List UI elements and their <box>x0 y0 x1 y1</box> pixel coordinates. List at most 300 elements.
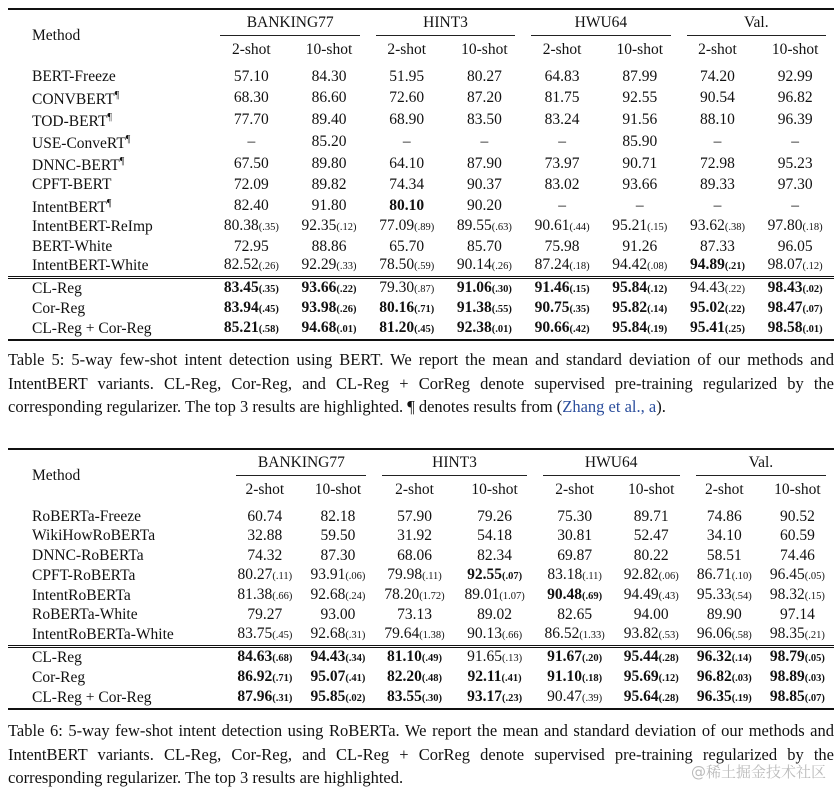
method-cell: BERT-White <box>32 237 113 255</box>
mean-value: 86.92 <box>237 668 273 685</box>
value-cell <box>446 153 524 175</box>
dataset-header: BANKING77 <box>228 449 374 477</box>
std-value: (.01) <box>491 324 512 336</box>
mean-value: 79.64 <box>384 625 420 642</box>
mean-value: 96.35 <box>696 688 732 705</box>
mean-value: – <box>480 132 489 150</box>
value-cell <box>523 109 601 131</box>
mean-value: 77.09 <box>379 216 415 234</box>
mean-value: 80.22 <box>633 546 669 564</box>
value-cell <box>212 319 290 340</box>
value-cell <box>535 502 615 527</box>
mean-value: 75.98 <box>544 237 580 255</box>
value-cell <box>212 175 290 195</box>
value-cell <box>523 62 601 87</box>
value-cell <box>535 625 615 647</box>
value-cell <box>212 299 290 319</box>
value-cell <box>601 195 679 217</box>
table-row <box>8 237 834 257</box>
value-cell <box>446 175 524 195</box>
value-cell <box>290 319 368 340</box>
std-value: (.39) <box>582 693 603 704</box>
value-cell <box>523 131 601 153</box>
value-cell <box>368 131 446 153</box>
mean-value: 74.32 <box>247 546 283 564</box>
mean-value: 31.92 <box>397 527 432 545</box>
mean-value: 60.59 <box>779 527 815 545</box>
std-value: (.01) <box>336 324 357 336</box>
mean-value: 90.20 <box>466 196 502 214</box>
mean-value: 79.30 <box>379 279 415 297</box>
std-value: (.15) <box>804 590 825 602</box>
value-cell <box>523 299 601 319</box>
std-value: (.31) <box>345 630 366 641</box>
value-cell <box>756 237 834 257</box>
mean-value: 83.75 <box>237 625 273 642</box>
std-value: (.01) <box>802 324 823 336</box>
value-cell <box>535 647 615 669</box>
mean-value: 92.99 <box>777 67 813 85</box>
mean-value: 74.46 <box>779 546 815 564</box>
std-value: (.07) <box>804 693 825 704</box>
mean-value: 89.55 <box>456 216 492 234</box>
value-cell <box>301 647 374 669</box>
mean-value: 52.47 <box>633 527 669 545</box>
mean-value: 80.10 <box>389 196 425 214</box>
table-6 <box>8 448 834 710</box>
value-cell <box>756 153 834 175</box>
shot-header: 2-shot <box>245 481 285 498</box>
value-cell <box>679 87 757 109</box>
mean-value: 89.71 <box>633 507 669 525</box>
mean-value: 59.50 <box>320 527 356 545</box>
value-cell <box>535 586 615 606</box>
value-cell <box>301 668 374 688</box>
value-cell <box>374 625 454 647</box>
method-cell: IntentBERT-ReImp <box>32 217 153 235</box>
mean-value: 98.43 <box>767 279 803 297</box>
std-value: (.11) <box>422 570 442 582</box>
value-cell <box>679 62 757 87</box>
mean-value: 80.27 <box>466 67 502 85</box>
mean-value: 68.30 <box>233 88 269 106</box>
value-cell <box>601 299 679 319</box>
value-cell <box>615 625 688 647</box>
mean-value: 90.75 <box>534 299 570 317</box>
mean-value: – <box>402 132 411 150</box>
value-cell <box>688 688 761 709</box>
mean-value: 93.82 <box>623 625 659 642</box>
mean-value: – <box>791 196 800 214</box>
value-cell <box>446 62 524 87</box>
value-cell <box>601 131 679 153</box>
value-cell <box>761 606 834 626</box>
method-cell: TOD-BERT¶ <box>32 111 112 130</box>
value-cell <box>228 688 301 709</box>
mean-value: 89.02 <box>477 606 513 624</box>
mean-value: 93.98 <box>301 299 337 317</box>
mean-value: 96.82 <box>777 88 813 106</box>
method-cell: IntentRoBERTa <box>32 586 131 604</box>
value-cell <box>290 109 368 131</box>
table-row <box>8 625 834 647</box>
value-cell <box>523 153 601 175</box>
table-row <box>8 62 834 87</box>
value-cell <box>301 606 374 626</box>
value-cell <box>455 606 535 626</box>
value-cell <box>212 131 290 153</box>
std-value: (.06) <box>658 570 679 582</box>
mean-value: 85.90 <box>622 132 658 150</box>
mean-value: – <box>791 132 800 150</box>
method-cell: CONVBERT¶ <box>32 89 120 108</box>
mean-value: 91.26 <box>622 237 658 255</box>
mean-value: 87.90 <box>466 155 502 173</box>
mean-value: 95.23 <box>777 155 813 173</box>
mean-value: 94.00 <box>633 606 669 624</box>
mean-value: 93.17 <box>467 688 502 705</box>
watermark: @稀土掘金技术社区 <box>690 763 826 781</box>
value-cell <box>212 217 290 237</box>
std-value: (1.72) <box>419 590 445 602</box>
value-cell <box>756 109 834 131</box>
mean-value: 58.51 <box>706 546 742 564</box>
value-cell <box>301 546 374 566</box>
value-cell <box>455 586 535 606</box>
value-cell <box>523 278 601 300</box>
mean-value: – <box>247 132 256 150</box>
value-cell <box>228 546 301 566</box>
std-value: (.26) <box>491 261 512 273</box>
mean-value: 95.84 <box>612 319 648 337</box>
mean-value: 89.40 <box>311 110 347 128</box>
value-cell <box>228 527 301 547</box>
value-cell <box>523 237 601 257</box>
method-cell: IntentBERT-White <box>32 257 149 275</box>
table-row <box>8 586 834 606</box>
table-5-body <box>8 62 834 340</box>
std-value: (.87) <box>414 284 435 296</box>
std-value: (.11) <box>582 570 602 582</box>
mean-value: 81.38 <box>237 585 273 603</box>
std-value: (1.33) <box>579 630 605 641</box>
value-cell <box>368 237 446 257</box>
std-value: (.41) <box>501 673 522 684</box>
mean-value: 30.81 <box>557 527 593 545</box>
value-cell <box>368 87 446 109</box>
std-value: (1.38) <box>419 630 445 641</box>
value-cell <box>368 62 446 87</box>
method-cell: CL-Reg + Cor-Reg <box>8 688 228 709</box>
mean-value: – <box>713 196 722 214</box>
mean-value: 91.46 <box>534 279 570 297</box>
mean-value: 64.10 <box>389 155 425 173</box>
mean-value: 72.09 <box>233 175 269 193</box>
citation-link[interactable]: Zhang et al., a <box>562 397 657 416</box>
mean-value: 94.43 <box>310 648 346 665</box>
value-cell <box>212 237 290 257</box>
shot-header: 10-shot <box>774 481 821 498</box>
table-row <box>8 278 834 300</box>
table-row <box>8 566 834 586</box>
mean-value: 87.99 <box>622 67 658 85</box>
table-row <box>8 87 834 109</box>
mean-value: 92.82 <box>623 565 659 583</box>
mean-value: 74.34 <box>389 175 425 193</box>
value-cell <box>523 175 601 195</box>
std-value: (.71) <box>414 304 435 316</box>
value-cell <box>615 586 688 606</box>
value-cell <box>455 502 535 527</box>
std-value: (.68) <box>272 653 293 664</box>
std-value: (.22) <box>724 304 745 316</box>
mean-value: 83.18 <box>547 565 583 583</box>
std-value: (.22) <box>336 284 357 296</box>
mean-value: 91.06 <box>456 279 492 297</box>
mean-value: 98.89 <box>769 668 805 685</box>
value-cell <box>761 625 834 647</box>
mean-value: 83.94 <box>223 299 259 317</box>
mean-value: 97.30 <box>777 175 813 193</box>
method-cell: Cor-Reg <box>32 300 86 318</box>
mean-value: 86.52 <box>544 625 580 642</box>
value-cell <box>301 625 374 647</box>
value-cell <box>756 299 834 319</box>
mean-value: 79.98 <box>387 565 423 583</box>
value-cell <box>535 668 615 688</box>
mean-value: 83.02 <box>544 175 580 193</box>
mean-value: 90.47 <box>547 688 583 705</box>
mean-value: 98.35 <box>769 625 805 642</box>
value-cell <box>374 606 454 626</box>
table-6-body <box>8 502 834 709</box>
std-value: (.58) <box>258 324 279 336</box>
mean-value: 87.96 <box>237 688 273 705</box>
mean-value: 32.88 <box>247 527 283 545</box>
mean-value: 90.54 <box>700 88 735 106</box>
mean-value: 97.14 <box>779 606 815 624</box>
mean-value: 92.29 <box>301 256 337 274</box>
value-cell <box>368 109 446 131</box>
mean-value: 92.55 <box>622 88 658 106</box>
method-cell: IntentBERT¶ <box>32 197 112 216</box>
mean-value: 85.20 <box>311 132 347 150</box>
mean-value: 91.10 <box>547 668 583 685</box>
mean-value: 90.37 <box>466 175 502 193</box>
mean-value: 96.39 <box>777 110 813 128</box>
table-row <box>8 195 834 217</box>
table-6-caption: Table 6: 5-way few-shot intent detection using RoBERTa. We report the mean and standard deviation of our methods and IntentBERT variants. CL-Reg, Cor-Reg, and CL-Reg + CorReg denote supervised pre-training regularized by the corresponding regularizer. The top 3 results are highlighted. <box>8 721 834 787</box>
std-value: (.35) <box>258 221 279 233</box>
std-value: (.19) <box>647 324 668 336</box>
mean-value: 92.68 <box>310 585 346 603</box>
table-5 <box>8 8 834 341</box>
shot-header: 10-shot <box>627 481 675 498</box>
std-value: (.14) <box>647 304 668 316</box>
mean-value: – <box>635 196 644 214</box>
value-cell <box>679 109 757 131</box>
value-cell <box>290 237 368 257</box>
table-row <box>8 109 834 131</box>
mean-value: 34.10 <box>706 527 742 545</box>
value-cell <box>368 319 446 340</box>
mean-value: 54.18 <box>477 527 513 545</box>
value-cell <box>679 299 757 319</box>
mean-value: 90.52 <box>779 507 815 525</box>
std-value: (.15) <box>569 284 590 296</box>
dataset-header: BANKING77 <box>212 9 367 37</box>
value-cell <box>615 606 688 626</box>
value-cell <box>290 131 368 153</box>
value-cell <box>455 647 535 669</box>
mean-value: 94.42 <box>612 256 648 274</box>
dataset-header: HWU64 <box>523 9 678 37</box>
value-cell <box>368 153 446 175</box>
value-cell <box>601 109 679 131</box>
mean-value: 72.98 <box>700 155 735 173</box>
value-cell <box>679 131 757 153</box>
value-cell <box>228 647 301 669</box>
mean-value: 96.05 <box>777 237 813 255</box>
table-row <box>8 546 834 566</box>
std-value: (.21) <box>724 261 745 273</box>
value-cell <box>688 566 761 586</box>
value-cell <box>446 195 524 217</box>
value-cell <box>290 87 368 109</box>
value-cell <box>761 647 834 669</box>
mean-value: 96.82 <box>696 668 732 685</box>
mean-value: 98.85 <box>769 688 805 705</box>
std-value: (.07) <box>802 304 823 316</box>
value-cell <box>455 688 535 709</box>
mean-value: 95.82 <box>612 299 648 317</box>
value-cell <box>374 586 454 606</box>
value-cell <box>290 62 368 87</box>
mean-value: 92.38 <box>456 319 492 337</box>
table-row <box>8 502 834 527</box>
value-cell <box>446 131 524 153</box>
value-cell <box>374 546 454 566</box>
value-cell <box>756 217 834 237</box>
mean-value: 93.62 <box>689 216 725 234</box>
method-cell: DNNC-BERT¶ <box>32 155 125 175</box>
value-cell <box>535 546 615 566</box>
value-cell <box>535 688 615 709</box>
shot-header: 10-shot <box>305 41 353 58</box>
mean-value: 95.84 <box>612 279 648 297</box>
std-value: (.15) <box>647 221 668 233</box>
mean-value: 92.55 <box>467 565 502 583</box>
mean-value: 89.80 <box>311 155 347 173</box>
mean-value: 87.30 <box>320 546 356 564</box>
std-value: (.28) <box>658 653 679 664</box>
value-cell <box>301 527 374 547</box>
value-cell <box>212 153 290 175</box>
mean-value: 74.86 <box>706 507 742 525</box>
value-cell <box>688 606 761 626</box>
mean-value: 89.82 <box>311 175 347 193</box>
value-cell <box>368 278 446 300</box>
value-cell <box>455 527 535 547</box>
mean-value: 72.95 <box>233 237 269 255</box>
value-cell <box>688 502 761 527</box>
mean-value: 94.43 <box>689 279 725 297</box>
std-value: (.28) <box>658 693 679 704</box>
value-cell <box>446 237 524 257</box>
mean-value: 93.00 <box>320 606 356 624</box>
value-cell <box>374 668 454 688</box>
dataset-header: HWU64 <box>535 449 688 477</box>
value-cell <box>688 668 761 688</box>
std-value: (.24) <box>345 590 366 602</box>
value-cell <box>615 688 688 709</box>
std-value: (.30) <box>421 693 443 704</box>
mean-value: 98.07 <box>767 256 803 274</box>
table-row <box>8 319 834 340</box>
value-cell <box>368 256 446 278</box>
mean-value: 57.90 <box>397 507 432 525</box>
value-cell <box>761 586 834 606</box>
std-value: (.20) <box>582 653 603 664</box>
value-cell <box>615 566 688 586</box>
std-value: (.13) <box>501 653 523 664</box>
mean-value: 65.70 <box>389 237 425 255</box>
mean-value: 78.20 <box>384 585 420 603</box>
value-cell <box>688 625 761 647</box>
mean-value: 81.10 <box>387 648 422 665</box>
value-cell <box>601 153 679 175</box>
std-value: (.59) <box>414 261 435 273</box>
value-cell <box>212 62 290 87</box>
value-cell <box>301 688 374 709</box>
mean-value: 95.02 <box>689 299 725 317</box>
mean-value: 87.20 <box>466 88 502 106</box>
std-value: (.12) <box>658 673 679 684</box>
mean-value: 94.89 <box>689 256 725 274</box>
value-cell <box>446 299 524 319</box>
value-cell <box>290 175 368 195</box>
std-value: (.05) <box>804 570 825 582</box>
std-value: (.58) <box>731 630 752 641</box>
mean-value: 95.07 <box>310 668 346 685</box>
value-cell <box>688 647 761 669</box>
value-cell <box>601 87 679 109</box>
std-value: (.07) <box>501 570 523 582</box>
std-value: (.19) <box>731 693 752 704</box>
mean-value: 78.50 <box>379 256 415 274</box>
method-header: Method <box>32 467 81 484</box>
std-value: (.02) <box>345 693 366 704</box>
shot-header: 10-shot <box>314 481 362 498</box>
mean-value: 98.58 <box>767 319 803 337</box>
value-cell <box>228 502 301 527</box>
mean-value: 97.80 <box>767 216 803 234</box>
method-cell: DNNC-RoBERTa <box>32 546 144 564</box>
std-value: (.18) <box>569 261 590 273</box>
mean-value: 90.14 <box>456 256 492 274</box>
method-cell: CL-Reg <box>8 278 212 300</box>
mean-value: – <box>558 132 566 150</box>
value-cell <box>446 319 524 340</box>
value-cell <box>761 527 834 547</box>
value-cell <box>523 256 601 278</box>
mean-value: 83.45 <box>223 279 259 297</box>
value-cell <box>290 299 368 319</box>
value-cell <box>601 217 679 237</box>
mean-value: 95.69 <box>623 668 659 685</box>
mean-value: 60.74 <box>247 507 283 525</box>
std-value: (.08) <box>647 261 668 273</box>
